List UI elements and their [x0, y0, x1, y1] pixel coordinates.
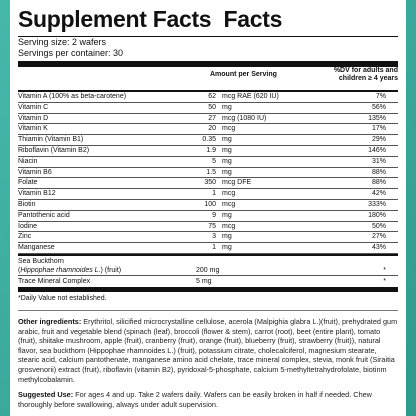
- nutrient-quantity: 9: [212, 211, 216, 219]
- nutrient-dv: 43%: [371, 244, 386, 252]
- nutrient-dv: 135%: [368, 114, 386, 122]
- nutrient-unit: mg: [222, 103, 232, 111]
- sea-latin-post: ) (fruit): [100, 266, 122, 274]
- title-main: Supplement Facts: [18, 6, 212, 32]
- supplement-facts-panel: [10, 0, 406, 416]
- nutrient-unit: mg: [222, 244, 232, 252]
- sea-latin-pre: (: [18, 266, 21, 274]
- nutrient-dv: 88%: [371, 168, 386, 176]
- nutrient-rows: [18, 92, 398, 254]
- nutrient-quantity: 350: [204, 179, 216, 187]
- nutrient-row: [18, 103, 398, 114]
- amount-header: Amount per Serving: [210, 71, 277, 78]
- nutrient-row: [18, 157, 398, 168]
- nutrient-name: Vitamin B12: [18, 190, 56, 198]
- nutrient-row: [18, 243, 398, 254]
- nutrient-name: Riboflavin (Vitamin B2): [18, 146, 90, 154]
- nutrient-row: [18, 135, 398, 146]
- nutrient-dv: 42%: [371, 190, 386, 198]
- nutrient-row: [18, 92, 398, 103]
- title-extra: Facts: [223, 6, 283, 32]
- nutrient-unit: mcg: [222, 190, 236, 198]
- dv-header: [318, 67, 398, 83]
- nutrient-unit: mg: [222, 146, 232, 154]
- nutrient-row: [18, 222, 398, 233]
- nutrient-row: [18, 232, 398, 243]
- nutrient-dv: 29%: [371, 136, 386, 144]
- trace-mineral-amount: 5 mg: [196, 277, 212, 285]
- servings-per-container: Servings per container: 30: [18, 48, 124, 58]
- nutrient-name: Vitamin C: [18, 103, 49, 111]
- nutrient-row: [18, 189, 398, 200]
- nutrient-dv: 180%: [368, 211, 386, 219]
- nutrient-dv: 56%: [371, 103, 386, 111]
- nutrient-quantity: 1: [212, 244, 216, 252]
- sea-latin-italic: Hippophae rhamnoides L.: [20, 266, 101, 274]
- sea-buckthorn-name: Sea Buckthorn: [18, 257, 64, 265]
- sea-buckthorn-amount: 200 mg: [196, 266, 220, 274]
- dv-header-line2: children ≥ 4 years: [338, 75, 398, 82]
- nutrient-unit: mcg: [222, 125, 236, 133]
- nutrient-row: [18, 114, 398, 125]
- nutrient-name: Zinc: [18, 233, 32, 241]
- nutrient-quantity: 100: [204, 200, 216, 208]
- nutrient-name: Vitamin A (100% as beta-carotene): [18, 93, 127, 100]
- nutrient-quantity: 1.5: [206, 168, 216, 176]
- nutrient-quantity: 27: [208, 114, 216, 122]
- nutrient-quantity: 20: [208, 125, 216, 133]
- nutrient-quantity: 50: [208, 103, 216, 111]
- nutrient-row: [18, 211, 398, 222]
- nutrient-name: Folate: [18, 179, 38, 187]
- nutrient-unit: mg: [222, 211, 232, 219]
- nutrient-dv: 50%: [371, 222, 386, 230]
- sea-buckthorn-row: [18, 256, 398, 276]
- nutrient-row: [18, 146, 398, 157]
- nutrient-unit: mg: [222, 233, 232, 241]
- suggested-use-label: Suggested Use:: [18, 390, 74, 400]
- nutrient-name: Thiamin (Vitamin B1): [18, 136, 84, 144]
- nutrient-dv: 88%: [371, 179, 386, 187]
- other-ingredients-label: Other ingredients:: [18, 316, 82, 326]
- nutrient-quantity: 1: [212, 190, 216, 198]
- nutrient-unit: mcg: [222, 200, 236, 208]
- nutrient-row: [18, 178, 398, 189]
- nutrient-unit: mg: [222, 157, 232, 165]
- nutrient-quantity: 0.35: [202, 136, 216, 144]
- sea-buckthorn-dv: *: [383, 266, 386, 274]
- nutrient-row: [18, 124, 398, 135]
- nutrient-quantity: 75: [208, 222, 216, 230]
- nutrient-unit: mcg (1080 IU): [222, 114, 267, 122]
- nutrient-dv: 333%: [368, 200, 386, 208]
- nutrient-row: [18, 200, 398, 211]
- nutrient-unit: mg: [222, 136, 232, 144]
- nutrient-dv: 31%: [371, 157, 386, 165]
- nutrient-name: Pantothenic acid: [18, 211, 70, 219]
- other-ingredients: [18, 317, 398, 384]
- nutrient-quantity: 1.9: [206, 146, 216, 154]
- suggested-use-text: For ages 4 and up. Take 2 wafers daily. Wafers can be easily broken in half if needed. Chew thoroughly before swallowing, always under adult supervision.: [18, 390, 372, 409]
- nutrient-dv: 7%: [375, 93, 386, 100]
- nutrient-quantity: 3: [212, 233, 216, 241]
- dv-header-line1: %DV for adults and: [333, 67, 398, 74]
- nutrient-quantity: 62: [208, 93, 216, 100]
- nutrient-dv: 27%: [371, 233, 386, 241]
- nutrient-unit: mcg: [222, 222, 236, 230]
- nutrient-unit: mcg DFE: [222, 179, 252, 187]
- suggested-use: [18, 390, 398, 409]
- nutrient-unit: mcg RAE (620 IU): [222, 93, 279, 100]
- section-divider: [18, 310, 398, 311]
- nutrient-row: [18, 168, 398, 179]
- nutrient-dv: 17%: [371, 125, 386, 133]
- nutrient-name: Manganese: [18, 244, 55, 252]
- nutrient-name: Niacin: [18, 157, 38, 165]
- nutrient-name: Vitamin D: [18, 114, 49, 122]
- nutrient-name: Biotin: [18, 200, 36, 208]
- panel-title: [18, 6, 398, 32]
- trace-mineral-row: [18, 276, 398, 287]
- nutrient-quantity: 5: [212, 157, 216, 165]
- nutrient-name: Vitamin B6: [18, 168, 52, 176]
- nutrient-name: Vitamin K: [18, 125, 48, 133]
- table-header: [18, 67, 398, 90]
- trace-mineral-dv: *: [383, 277, 386, 285]
- trace-mineral-name: Trace Mineral Complex: [18, 277, 91, 285]
- nutrient-name: Iodine: [18, 222, 38, 230]
- footnote: *Daily Value not established.: [18, 294, 107, 302]
- other-ingredients-text: Erythritol, silicified microcrystalline cellulose, acerola (Malpighia glabra L.)(fruit), prehydrated gum arabic, fruit and vegetable blend (spinach (leaf), broccoli (flower & stem), carrot (root), beet (entire plant), tomato (fruit), shiitake mushroom, apple (fruit), cranberry (fruit), orange (fruit), blueberry (fruit), strawberry (fruit)), natural flavor, sea buckthorn (Hippophae rhamnoides L.) (fruit), potassium citrate, cholecalciferol, magnesium stearate, stearic acid, calcium pantothenate, manganese amino acid chelate, trace mineral complex, stevia, monk fruit (Siraitia grosvenorii) extract (fruit), riboflavin (vitamin B2), pyridoxal-5-phosphate, calcium 5-methyltetrahydrofolate, biotinm methylcobalamin.: [18, 316, 398, 384]
- nutrient-unit: mg: [222, 168, 232, 176]
- serving-size: Serving size: 2 wafers: [18, 37, 107, 47]
- nutrient-dv: 146%: [368, 146, 386, 154]
